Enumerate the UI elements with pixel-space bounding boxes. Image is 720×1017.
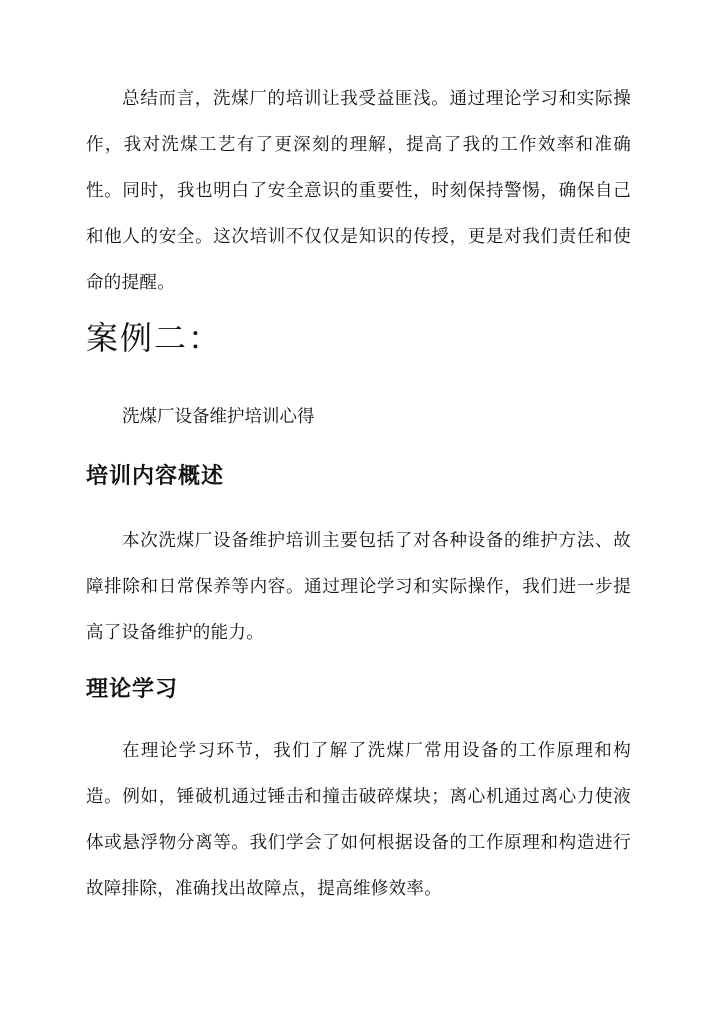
section-body-overview: 本次洗煤厂设备维护培训主要包括了对各种设备的维护方法、故障排除和日常保养等内容。通过理论学习和实际操作，我们进一步提高了设备维护的能力。 — [86, 531, 631, 643]
section-heading-overview: 培训内容概述 — [86, 463, 225, 489]
case-heading: 案例二： — [86, 319, 223, 357]
section-heading-theory: 理论学习 — [86, 676, 179, 702]
section-body-theory: 在理论学习环节，我们了解了洗煤厂常用设备的工作原理和构造。例如，锤破机通过锤击和撞击破碎煤块；离心机通过离心力使液体或悬浮物分离等。我们学会了如何根据设备的工作原理和构造进行故障排除，准确找出故障点，提高维修效率。 — [86, 741, 631, 899]
case-subtitle: 洗煤厂设备维护培训心得 — [122, 407, 315, 427]
intro-paragraph: 总结而言，洗煤厂的培训让我受益匪浅。通过理论学习和实际操作，我对洗煤工艺有了更深刻的理解，提高了我的工作效率和准确性。同时，我也明白了安全意识的重要性，时刻保持警惕，确保自己和他人的安全。这次培训不仅仅是知识的传授，更是对我们责任和使命的提醒。 — [86, 89, 631, 293]
